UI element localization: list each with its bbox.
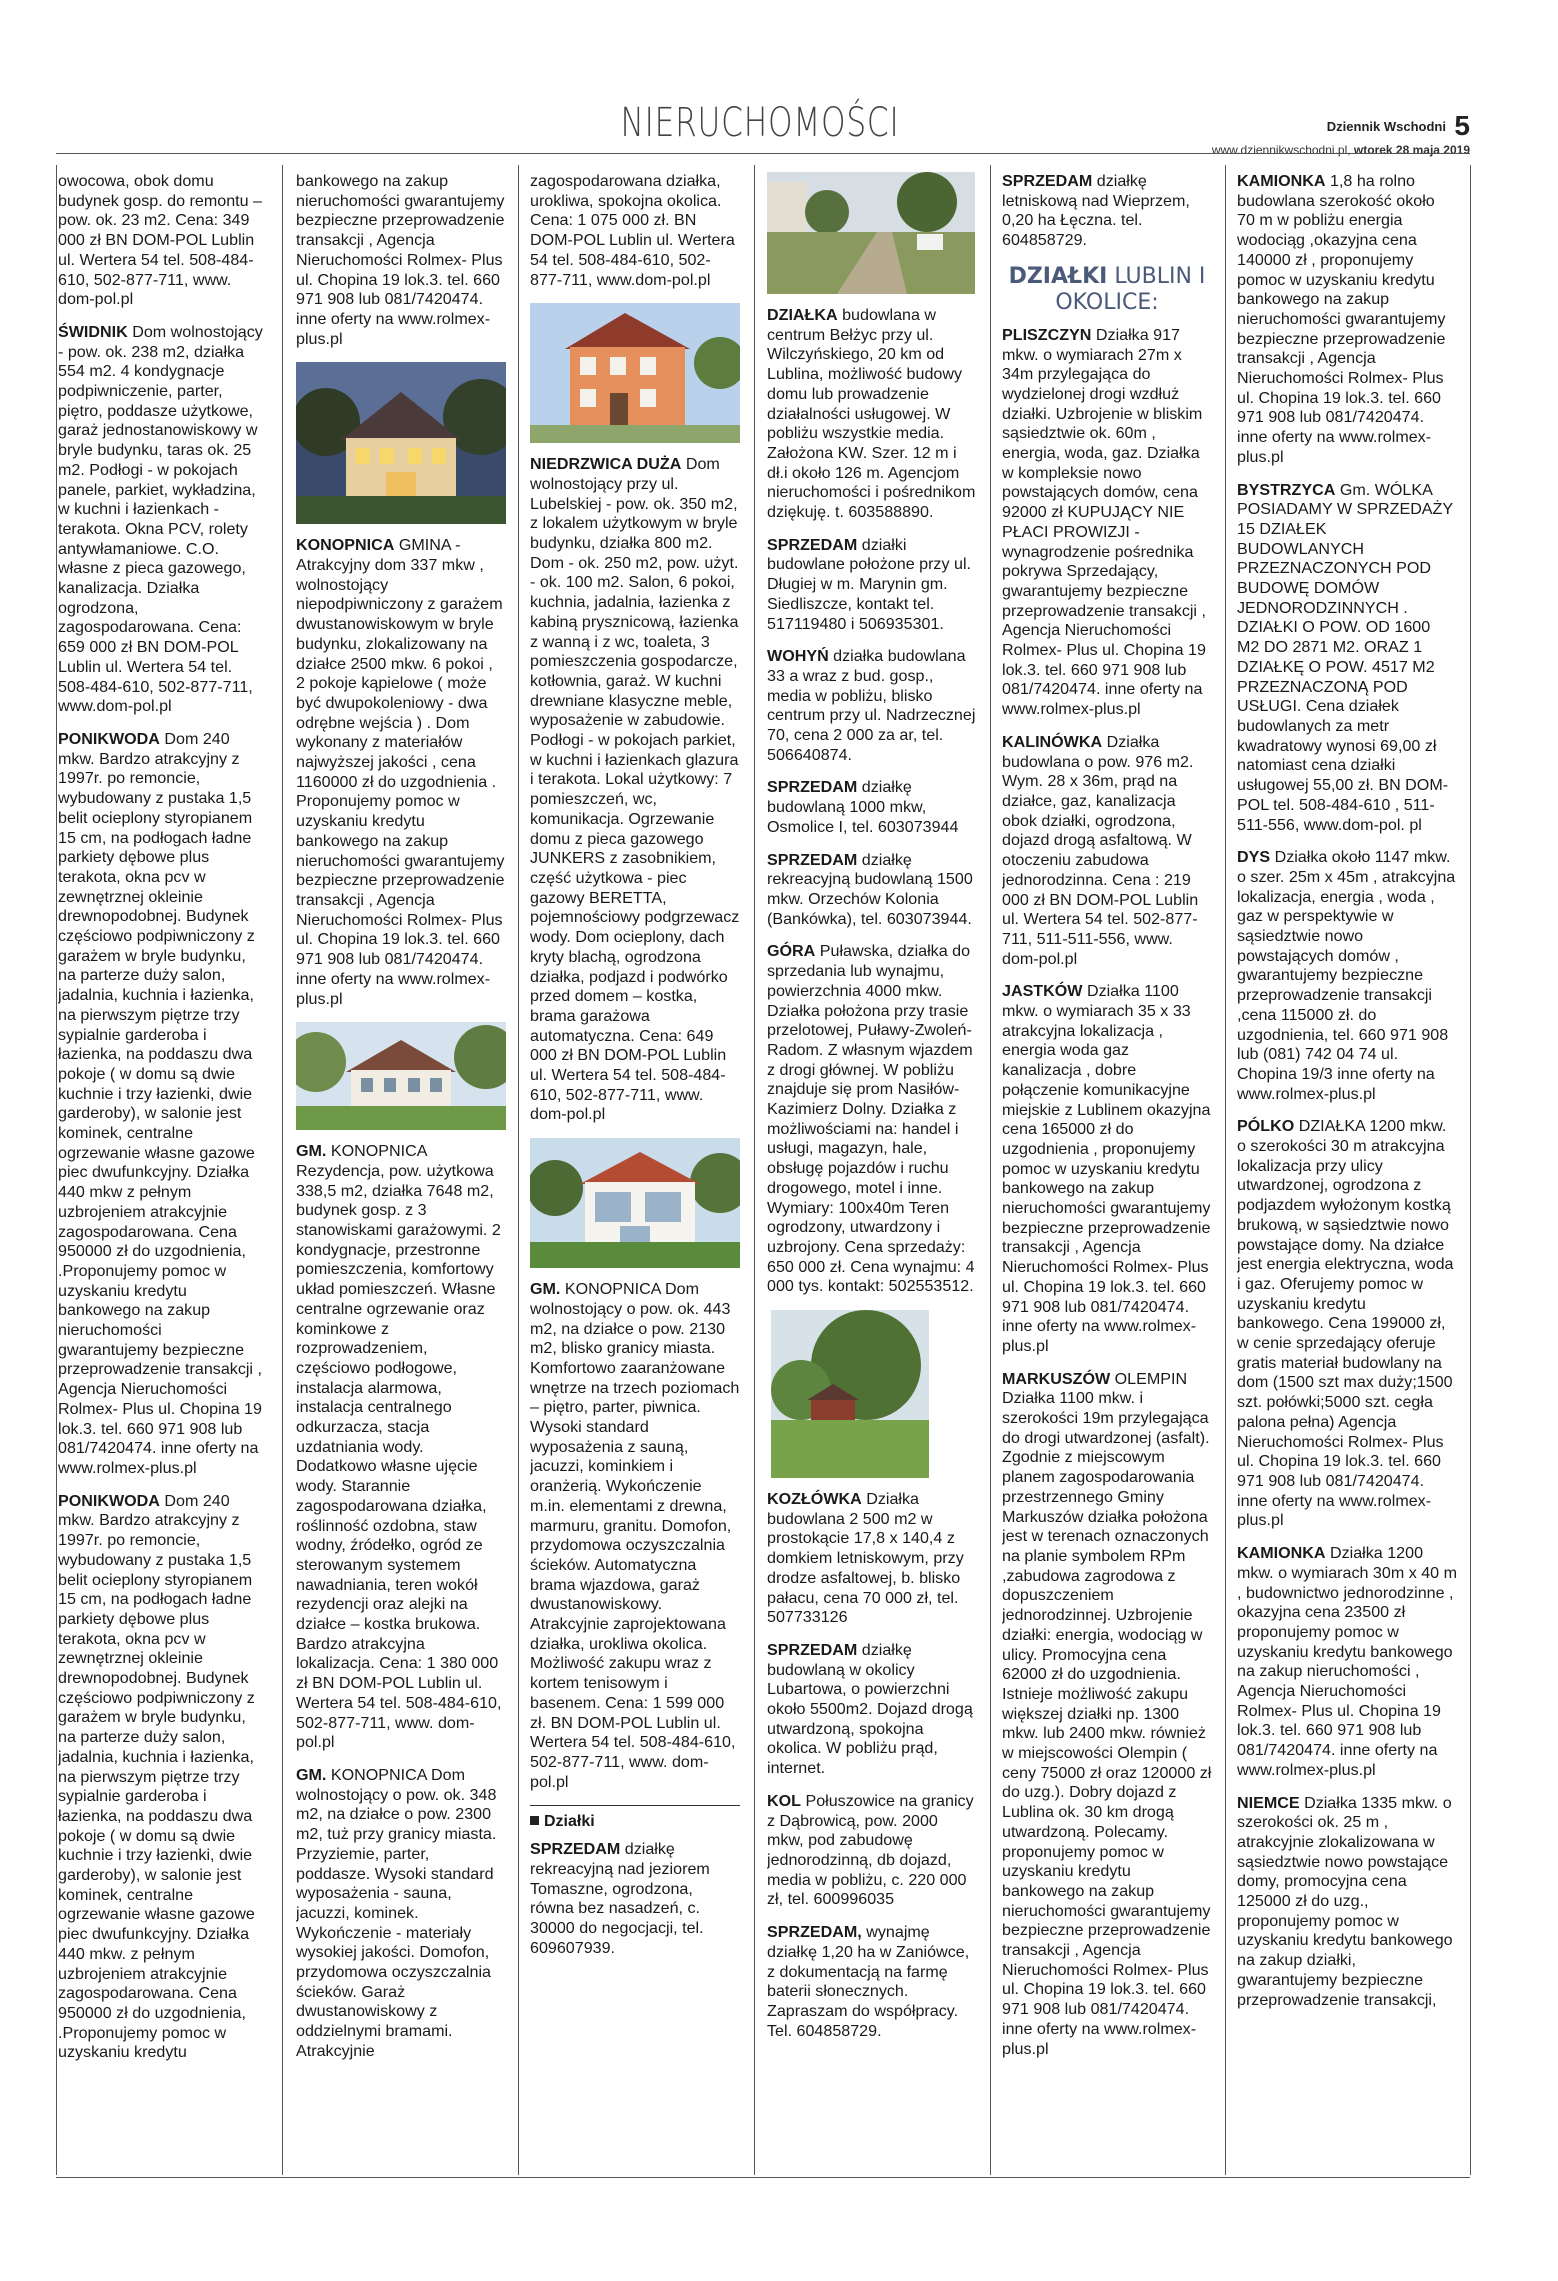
classified-ad [1002,172,1212,251]
classified-ad [1002,1370,1212,2060]
ad-text: działkę rekreacyjną budowlaną 1500 mkw. Orzechów Kolonia (Bankówka), tel. 603073944. [767,850,973,928]
classified-ad [767,1923,976,2041]
ad-keyword: SPRZEDAM, [767,1923,862,1942]
ad-text: GMINA - Atrakcyjny dom 337 mkw , wolnostojący niepodpiwniczony z garażem dwustanowiskowym w bryle budynku, zlokalizowany na działce 2500 mkw. 6 pokoi , 2 pokoje kąpielowe ( może być dwupokoleniowy - dwa odrębne wejścia ) . Dom wykonany z materiałów najwyższej jakości , cena 1160000 zł do uzgodnienia . Proponujemy pomoc w uzyskaniu kredytu bankowego na zakup nieruchomości gwarantujemy bezpieczne przeprowadzenie transakcji , Agencja Nieruchomości Rolmex- Plus ul. Chopina 19 lok.3. tel. 660 971 908 lub 081/7420474. inne oferty na www.rolmex-plus.pl [296,536,505,1008]
ad-keyword: PÓLKO [1237,1117,1295,1136]
ad-text: wynajmę działkę 1,20 ha w Zaniówce, z dokumentacją na farmę baterii słonecznych. Zapraszam do współpracy. Tel. 604858729. [767,1923,970,2040]
classified-ad [58,172,264,310]
ad-text: OLEMPIN Działka 1100 mkw. i szerokości 19m przylegająca do drogi utwardzonej (asfalt). Zgodnie z miejscowym planem zagospodarowania przestrzennego Gminy Markuszów działka położona jest w terenach oznaczonych na planie symbolem RPm ,zabudowa zagrodowa z dopuszczeniem jednorodzinnej. Uzbrojenie działki: energia, wodociąg w ulicy. Promocyjna cena 62000 zł do uzgodnienia. Istnieje możliwość zakupu większej działki np. 1300 mkw. lub 2400 mkw. również w miejscowości Olempin ( ceny 75000 zł oraz 120000 zł do uzg.). Dobry dojazd z Lublina ok. 30 km drogą utwardzoną. Polecamy. proponujemy pomoc w uzyskaniu kredytu bankowego na zakup nieruchomości gwarantujemy bezpieczne przeprowadzenie transakcji , Agencja Nieruchomości Rolmex- Plus ul. Chopina 19 lok.3. tel. 660 971 908 lub 081/7420474. inne oferty na www.rolmex-plus.pl [1002,1369,1212,2058]
ad-keyword: NIEDRZWICA DUŻA [530,455,682,474]
classified-ad [530,455,740,1125]
ad-text: działki budowlane położone przy ul. Długiej w m. Marynin gm. Siedliszcze, kontakt tel. 517119480 i 506935301. [767,535,971,633]
ad-keyword: PONIKWODA [58,1491,160,1510]
ad-keyword: GM. [296,1766,327,1784]
ad-text: działkę budowlaną 1000 mkw, Osmolice I, tel. 603073944 [767,778,959,836]
ad-keyword: PONIKWODA [58,729,160,748]
classified-ad [1237,1794,1457,2011]
ad-keyword: SPRZEDAM [767,535,858,554]
classified-ad [1002,326,1212,720]
classified-ad [767,1641,976,1779]
classified-ad [767,851,976,930]
ad-text: Puławska, działka do sprzedania lub wynajmu, powierzchnia 4000 mkw. Działka położona przy trasie przelotowej, Puławy-Zwoleń-Radom. Z własnym wjazdem z drogi głównej. W pobliżu znajduje się prom Nasiłów-Kazimierz Dolny. Działka z możliwościami na: handel i usługi, magazyn, hale, obsługę pojazdów i ruchu drogowego, motel i inne. Wymiary: 100x40m Teren ogrodzony, utwardzony i uzbrojony. Cena sprzedaży: 650 000 zł. Cena wynajmu: 4 000 tys. kontakt: 502553512. [767,942,975,1296]
column-2 [296,172,506,2182]
classified-ad [530,172,740,290]
section-heading [1002,264,1212,316]
column-5 [1002,172,1212,2182]
classified-ad [1237,848,1457,1104]
ad-keyword: ŚWIDNIK [58,322,128,341]
ad-text: działkę budowlaną w okolicy Lubartowa, o powierzchni około 5500m2. Dojazd drogą utwardzoną, spokojna okolica. W pobliżu prąd, internet. [767,1640,973,1778]
ad-text: Dom 240 mkw. Bardzo atrakcyjny z 1997r. po remoncie, wybudowany z pustaka 1,5 belit ocieplony styropianem 15 cm, na podłogach ładne parkiety dębowe plus terakota, okna pcv w zewnętrznej okleinie drewnopodobnej. Budynek częściowo podpiwniczony z garażem w bryle budynku, na parterze duży salon, jadalnia, kuchnia i łazienka, na pierwszym piętrze trzy sypialnie garderoba i łazienka, na poddaszu dwa pokoje ( w domu są dwie kuchnie i trzy łazienki, dwie garderoby), w salonie jest kominek, centralne ogrzewanie własne gazowe piec dwufunkcyjny. Działka 440 mkw z pełnym uzbrojeniem atrakcyjnie zagospodarowana. Cena 950000 zł do uzgodnienia, .Proponujemy pomoc w uzyskaniu kredytu bankowego na zakup nieruchomości gwarantujemy bezpieczne przeprowadzenie transakcji , Agencja Nieruchomości Rolmex- Plus ul. Chopina 19 lok.3. tel. 660 971 908 lub 081/7420474. inne oferty na www.rolmex-plus.pl [58,729,262,1477]
ad-keyword: KOZŁÓWKA [767,1490,862,1509]
classified-ad [1237,172,1457,468]
site-url[interactable]: www.dziennikwschodni.pl [1211,143,1348,157]
ad-text: owocowa, obok domu budynek gosp. do remontu – pow. ok. 23 m2. Cena: 349 000 zł BN DOM-POL Lublin ul. Wertera 54 tel. 508-484-610, 502-877-711, www. dom-pol.pl [58,172,262,309]
column-divider [56,165,57,2175]
ad-text: budowlana w centrum Bełżyc przy ul. Wilczyńskiego, 20 km od Lublina, możliwość budowy domu lub prowadzenie działalności usługowej. W pobliżu wszystkie media. Założona KW. Szer. 12 m i dł.i około 126 m. Agencjom nieruchomości i pośrednikom dziękuję. t. 603588890. [767,306,976,522]
ad-keyword: MARKUSZÓW [1002,1369,1111,1388]
classified-ad [1237,1544,1457,1780]
ad-text: Działka 917 mkw. o wymiarach 27m x 34m przylegająca do wydzielonej drogi wzdłuż działki. Uzbrojenie w bliskim sąsiedztwie ok. 60m , energia, woda, gaz. Działka w kompleksie nowo powstających domów, cena 92000 zł KUPUJĄCY NIE PŁACI PROWIZJI -wynagrodzenie pośrednika pokrywa Sprzedający, gwarantujemy bezpieczne przeprowadzenie transakcji , Agencja Nieruchomości Rolmex- Plus ul. Chopina 19 lok.3. tel. 660 971 908 lub 081/7420474. inne oferty na www.rolmex-plus.pl [1002,325,1206,719]
ad-keyword: SPRZEDAM [767,850,858,869]
issue-date: wtorek 28 maja 2019 [1353,143,1470,157]
column-4 [767,172,976,2182]
classified-ad [530,1840,740,1958]
summer-house-photo-icon [771,1310,929,1478]
ad-keyword: KOL [767,1791,801,1810]
ad-text: Połuszowice na granicy z Dąbrowicą, pow. 2000 mkw, pod zabudowę jednorodzinną, db dojazd, media w pobliżu, c. 220 000 zł, tel. 600996035 [767,1791,974,1909]
category-tag: Działki [530,1812,595,1832]
ad-text: Gm. WÓLKA POSIADAMY W SPRZEDAŻY 15 DZIAŁEK BUDOWLANYCH PRZEZNACZONYCH POD BUDOWĘ DOMÓW JEDNORODZINNYCH . DZIAŁKI O POW. OD 1600 M2 DO 2871 M2. ORAZ 1 DZIAŁKĘ O POW. 4517 M2 PRZEZNACZONĄ POD USŁUGI. Cena działek budowlanych za metr kwadratowy wynosi 69,00 zł natomiast cena działki usługowej 55,00 zł. BN DOM-POL tel. 508-484-610 , 511-511-556, www.dom-pol. pl [1237,480,1453,834]
section-heading-main: DZIAŁKI [1008,263,1108,289]
column-divider [754,165,755,2175]
ad-keyword: GM. [530,1280,561,1299]
classified-ad [767,778,976,837]
classified-ad [296,536,506,1009]
ad-text: Dom wolnostojący - pow. ok. 238 m2, działka 554 m2. 4 kondygnacje podpiwniczenie, parter, piętro, poddasze użytkowe, garaż jednostanowiskowy w bryle budynku, taras ok. 25 m2. Podłogi - w pokojach panele, parkiet, wykładzina, w kuchni i łazienkach - terakota. Okna PCV, rolety antywłamaniowe. C.O. własne z pieca gazowego, kanalizacja. Działka ogrodzona, zagospodarowana. Cena: 659 000 zł BN DOM-POL Lublin ul. Wertera 54 tel. 508-484-610, 502-877-711, www.dom-pol.pl [58,322,263,716]
ad-text: Działka 1200 mkw. o wymiarach 30m x 40 m , budownictwo jednorodzinne , okazyjna cena 23500 zł proponujemy pomoc w uzyskaniu kredytu bankowego na zakup nieruchomości , Agencja Nieruchomości Rolmex- Plus ul. Chopina 19 lok.3. tel. 660 971 908 lub 081/7420474. inne oferty na www.rolmex-plus.pl [1237,1544,1457,1779]
masthead [1212,110,1470,157]
page-meta: www.dziennikwschodni.pl, wtorek 28 maja 2019 [1211,143,1470,157]
section-heading-sub: LUBLIN I OKOLICE: [1055,263,1206,315]
column-divider [518,165,519,2175]
ad-keyword: GÓRA [767,942,816,961]
column-divider [282,165,283,2175]
ad-keyword: KONOPNICA [296,536,395,555]
residence-photo-icon [296,1022,506,1130]
classified-ad [296,1142,506,1753]
column-divider [1470,165,1471,2175]
house-photo [530,1138,740,1268]
ad-text: 1,8 ha rolno budowlana szerokość około 70 m w pobliżu energia wodociąg ,okazyjna cena 140000 zł , proponujemy pomoc w uzyskaniu kredytu bankowego na zakup nieruchomości gwarantujemy bezpieczne przeprowadzenie transakcji , Agencja Nieruchomości Rolmex- Plus ul. Chopina 19 lok.3. tel. 660 971 908 lub 081/7420474. inne oferty na www.rolmex-plus.pl [1237,172,1446,466]
ad-keyword: KAMIONKA [1237,172,1326,190]
classified-ad [296,172,506,349]
ad-text: działka budowlana 33 a wraz z bud. gosp., media w pobliżu, blisko centrum przy ul. Nadrzecznej 70, cena 2 000 za ar, tel. 506640874. [767,647,976,764]
ad-text: działkę rekreacyjną nad jeziorem Tomaszne, ogrodzona, równa bez nasadzeń, c. 30000 do negocjacji, tel. 609607939. [530,1840,710,1957]
classified-ad [767,1792,976,1910]
ad-text: zagospodarowana działka, urokliwa, spokojna okolica. Cena: 1 075 000 zł. BN DOM-POL Lublin ul. Wertera 54 tel. 508-484-610, 502-877-711, www.dom-pol.pl [530,172,735,289]
header-rule [56,153,1470,154]
ad-text: Działka 1335 mkw. o szerokości ok. 25 m , atrakcyjnie zlokalizowana w sąsiedztwie nowo powstające domy, promocyjna cena 125000 zł do uzg., proponujemy pomoc w uzyskaniu kredytu bankowego na zakup działki, gwarantujemy bezpieczne przeprowadzenie transakcji, [1237,1793,1453,2009]
classified-ad [767,942,976,1297]
ad-text: DZIAŁKA 1200 mkw. o szerokości 30 m atrakcyjna lokalizacja przy ulicy utwardzonej, ogrodzona z podjazdem wyłożonym kostką brukową, w sąsiedztwie nowo powstające domy. Na działce jest energia elektryczna, woda i gaz. Oferujemy pomoc w uzyskaniu kredytu bankowego. Cena 199000 zł, w cenie sprzedający oferuje gratis materiał budowlany na dom (1500 szt max duży;1500 szt. połówki;5000 szt. cegła palona pełna) Agencja Nieruchomości Rolmex- Plus ul. Chopina 19 lok.3. tel. 660 971 908 lub 081/7420474. inne oferty na www.rolmex-plus.pl [1237,1117,1454,1530]
classified-ad [1237,1117,1457,1531]
plot-photo [767,172,975,294]
plot-road-photo-icon [767,172,975,294]
classified-ad [767,1490,976,1628]
house-photo [296,362,506,524]
category-divider [530,1805,740,1808]
ad-keyword: SPRZEDAM [767,1640,858,1659]
classified-ad [58,730,264,1479]
section-title: NIERUCHOMOŚCI [620,100,900,146]
ad-keyword: NIEMCE [1237,1793,1300,1812]
ad-text: Dom wolnostojący przy ul. Lubelskiej - pow. ok. 350 m2, z lokalem użytkowym w bryle budynku, działka 800 m2. Dom - ok. 250 m2, pow. użyt. - ok. 100 m2. Salon, 6 pokoi, kuchnia, jadalnia, łazienka z kabiną prysznicową, łazienka z wanną i z wc, toaleta, 3 pomieszczenia gospodarcze, kotłownia, garaż. W kuchni drewniane klasyczne meble, wyposażenie w zabudowie. Podłogi - w pokojach parkiet, w kuchni i łazienkach glazura i terakota. Lokal użytkowy: 7 pomieszczeń, wc, komunikacja. Ogrzewanie domu z pieca gazowego JUNKERS z zasobnikiem, część użytkowa - piec gazowy BERETTA, pojemnościowy podgrzewacz wody. Dom ocieplony, dach kryty blachą, ogrodzona działka, podjazd i podwórko przed domem – kostka, brama garażowa automatyczna. Cena: 649 000 zł BN DOM-POL Lublin ul. Wertera 54 tel. 508-484-610, 502-877-711, www. dom-pol.pl [530,455,740,1124]
ad-keyword: SPRZEDAM [1002,172,1093,190]
brick-house-photo-icon [530,303,740,443]
classified-ad [1002,982,1212,1356]
ad-keyword: SPRZEDAM [530,1840,621,1859]
ad-keyword: PLISZCZYN [1002,325,1092,344]
ad-text: Dom 240 mkw. Bardzo atrakcyjny z 1997r. po remoncie, wybudowany z pustaka 1,5 belit ocieplony styropianem 15 cm, na podłogach ładne parkiety dębowe plus terakota, okna pcv w zewnętrznej okleinie drewnopodobnej. Budynek częściowo podpiwniczony z garażem w bryle budynku, na parterze duży salon, jadalnia, kuchnia i łazienka, na pierwszym piętrze trzy sypialnie garderoba i łazienka, na poddaszu dwa pokoje ( w domu są dwie kuchnie i trzy łazienki, dwie garderoby), w salonie jest kominek, centralne ogrzewanie własne gazowe piec dwufunkcyjny. Działka 440 mkw. z pełnym uzbrojeniem atrakcyjnie zagospodarowana. Cena 950000 zł do uzgodnienia, .Proponujemy pomoc w uzyskaniu kredytu [58,1491,255,2062]
ad-keyword: DZIAŁKA [767,306,838,324]
classified-ad [767,647,976,765]
villa-photo-icon [296,362,506,524]
plot-photo [771,1310,929,1478]
classified-ad [1237,481,1457,836]
ad-text: Działka 1100 mkw. o wymiarach 35 x 33 atrakcyjna lokalizacja , energia woda gaz kanalizacja , dobre połączenie komunikacyjne miejskie z Lublinem okazyjna cena 165000 zł do uzgodnienia , proponujemy pomoc w uzyskaniu kredytu bankowego na zakup nieruchomości gwarantujemy bezpieczne przeprowadzenie transakcji , Agencja Nieruchomości Rolmex- Plus ul. Chopina 19 lok.3. tel. 660 971 908 lub 081/7420474. inne oferty na www.rolmex-plus.pl [1002,982,1211,1355]
ad-keyword: DYS [1237,848,1271,867]
house-photo [530,303,740,443]
ad-keyword: KALINÓWKA [1002,732,1103,751]
ad-keyword: SPRZEDAM [767,778,858,797]
column-1 [58,172,264,2182]
page-number: 5 [1454,110,1470,141]
ad-text: KONOPNICA Dom wolnostojący o pow. ok. 443 m2, na działce o pow. 2130 m2, blisko granicy miasta. Komfortowo zaaranżowane wnętrze na trzech poziomach – piętro, parter, piwnica. Wysoki standard wyposażenia z sauną, jacuzzi, kominkiem i oranżerią. Wykończenie m.in. elementami z drewna, marmuru, granitu. Domofon, przydomowa oczyszczalnia ścieków. Automatyczna brama wjazdowa, garaż dwustanowiskowy. Atrakcyjnie zaprojektowana działka, urokliwa okolica. Możliwość zakupu wraz z kortem tenisowym i basenem. Cena: 1 599 000 zł. BN DOM-POL Lublin ul. Wertera 54 tel. 508-484-610, 502-877-711, www. dom-pol.pl [530,1280,740,1791]
classified-ad [58,323,264,717]
ad-text: KONOPNICA Rezydencja, pow. użytkowa 338,5 m2, działka 7648 m2, budynek gosp. z 3 stanowiskami garażowymi. 2 kondygnacje, przestronne pomieszczenia, komfortowy układ pomieszczeń. Własne centralne ogrzewanie oraz kominkowe z rozprowadzeniem, częściowo podłogowe, instalacja alarmowa, instalacja centralnego odkurzacza, stacja uzdatniania wody. Dodatkowo własne ujęcie wody. Starannie zagospodarowana działka, roślinność ozdobna, staw wodny, źródełko, ogród ze sterowanym systemem nawadniania, teren wokół rezydencji oraz alejki na działce – kostka brukowa. Bardzo atrakcyjna lokalizacja. Cena: 1 380 000 zł BN DOM-POL Lublin ul. Wertera 54 tel. 508-484-610, 502-877-711, www. dom-pol.pl [296,1142,502,1752]
ad-text: KONOPNICA Dom wolnostojący o pow. ok. 348 m2, na działce o pow. 2300 m2, tuż przy granicy miasta. Przyziemie, parter, poddasze. Wysoki standard wyposażenia - sauna, jacuzzi, kominek. Wykończenie - materiały wysokiej jakości. Domofon, przydomowa oczyszczalnia ścieków. Garaż dwustanowiskowy z oddzielnymi bramami. Atrakcyjnie [296,1766,497,2060]
ad-keyword: GM. [296,1142,327,1161]
classified-ad [767,306,976,523]
ad-text: działkę letniskową nad Wieprzem, 0,20 ha Łęczna. tel. 604858729. [1002,172,1190,250]
paper-name: Dziennik Wschodni [1326,119,1446,134]
column-divider [990,165,991,2175]
ad-keyword: JASTKÓW [1002,982,1083,1001]
classified-ad [296,1766,506,2062]
column-divider [1225,165,1226,2175]
column-6 [1237,172,1457,2182]
house-photo [296,1022,506,1130]
column-3 [530,172,740,2182]
classified-ad [767,536,976,635]
classified-ad [1002,733,1212,969]
ad-text: Działka budowlana 2 500 m2 w prostokącie 17,8 x 140,4 z domkiem letniskowym, przy drodze asfaltowej, b. blisko pałacu, cena 70 000 zł, tel. 507733126 [767,1490,964,1627]
ad-text: bankowego na zakup nieruchomości gwarantujemy bezpieczne przeprowadzenie transakcji , Agencja Nieruchomości Rolmex- Plus ul. Chopina 19 lok.3. tel. 660 971 908 lub 081/7420474. inne oferty na www.rolmex-plus.pl [296,172,505,348]
ad-keyword: KAMIONKA [1237,1544,1326,1563]
modern-house-photo-icon [530,1138,740,1268]
ad-keyword: BYSTRZYCA [1237,480,1336,499]
ad-keyword: WOHYŃ [767,647,829,666]
classified-ad [58,1492,264,2063]
classified-ad [530,1280,740,1792]
ad-text: Działka około 1147 mkw. o szer. 25m x 45m , atrakcyjna lokalizacja, energia , woda , gaz w perspektywie w sąsiedztwie nowo powstających domów , gwarantujemy bezpieczne przeprowadzenie transakcji ,cena 115000 zł. do uzgodnienia, tel. 660 971 908 lub (081) 742 04 74 ul. Chopina 19/3 inne oferty na www.rolmex-plus.pl [1237,848,1456,1103]
ad-text: Działka budowlana o pow. 976 m2. Wym. 28 x 36m, prąd na działce, gaz, kanalizacja obok działki, ogrodzona, dojazd drogą asfaltową. W otoczeniu zabudowa jednorodzinna. Cena : 219 000 zł BN DOM-POL Lublin ul. Wertera 54 tel. 502-877-711, 511-511-556, www. dom-pol.pl [1002,732,1199,968]
